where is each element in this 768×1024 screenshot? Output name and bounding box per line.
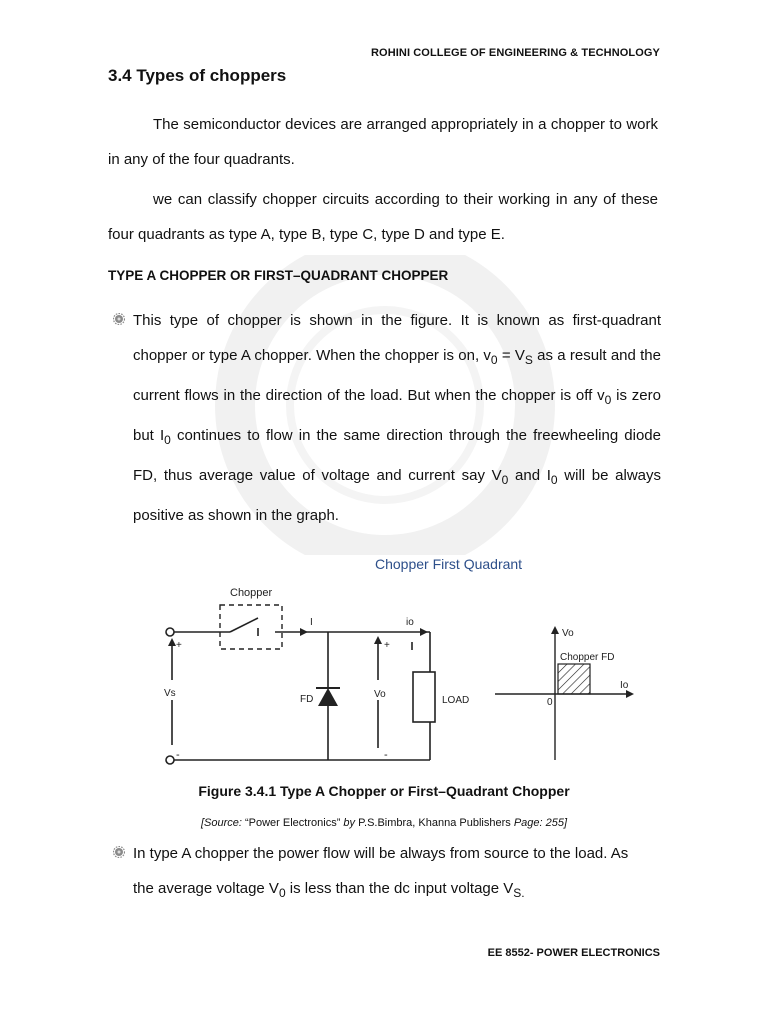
vs-minus: - [176, 749, 180, 761]
vs-plus: + [176, 640, 182, 651]
figure-caption: Figure 3.4.1 Type A Chopper or First–Quadrant Chopper [198, 783, 570, 799]
chopper-circuit-diagram [150, 580, 650, 780]
figure-source: [Source: “Power Electronics” by P.S.Bimbra, Khanna Publishers Page: 255] [200, 817, 568, 829]
graph-vo-label: Vo [562, 628, 574, 639]
page-footer: EE 8552- POWER ELECTRONICS [487, 947, 660, 959]
load-label: LOAD [442, 695, 470, 706]
vo-minus: - [384, 749, 388, 761]
bullet-paragraph-2: In type A chopper the power flow will be always from source to the load. As the average voltage $V_0$ is less than the dc input voltage $V_{S.}$ [133, 845, 629, 900]
graph-origin-label: 0 [547, 697, 553, 708]
graph-region-label: Chopper FD [560, 652, 615, 663]
intro-paragraph-1: The semiconductor devices are arranged appropriately in a chopper to work in any of the four quadrants. [108, 116, 658, 168]
vo-plus: + [384, 640, 390, 651]
vo-label: Vo [374, 689, 386, 700]
section-title: 3.4 Types of choppers [108, 66, 287, 85]
vs-label: Vs [164, 688, 176, 699]
subheading: TYPE A CHOPPER OR FIRST–QUADRANT CHOPPER [108, 268, 449, 283]
page-header: ROHINI COLLEGE OF ENGINEERING & TECHNOLOGY [371, 47, 660, 59]
intro-paragraph-2: we can classify chopper circuits according to their working in any of these four quadrants as type A, type B, type C, type D and type E. [108, 191, 658, 243]
chopper-label: Chopper [230, 587, 273, 599]
bullet-gear-icon [113, 313, 125, 325]
current-i-label: I [310, 617, 313, 628]
bullet-gear-icon [113, 846, 125, 858]
figure-title: Chopper First Quadrant [375, 556, 523, 572]
graph-io-label: Io [620, 680, 629, 691]
fd-label: FD [300, 694, 314, 705]
bullet-paragraph-1: This type of chopper is shown in the figure. It is known as first-quadrant chopper or type A chopper. When the chopper is on, $v_0 = V_S$ as a result and the current flows in the direction of the load. But when the chopper is off $v_0$ is zero but $I_0$ continues to flow in the same direction through the freewheeling diode FD, thus average value of voltage and current say $V_0$ and $I_0$ will be always positive as shown in the graph. [133, 312, 662, 524]
current-io-label: io [406, 617, 414, 628]
